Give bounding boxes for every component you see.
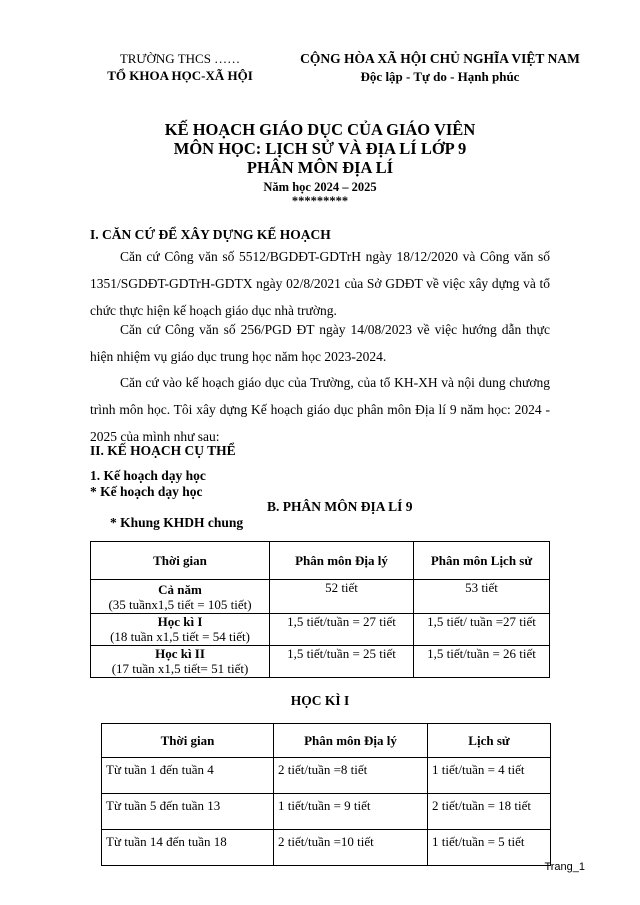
time-cell: Từ tuần 1 đến tuần 4 (102, 758, 274, 794)
hist-cell: 1 tiết/tuần = 5 tiết (428, 830, 551, 866)
period-detail: (17 tuần x1,5 tiết= 51 tiết) (111, 661, 249, 676)
period-detail: (35 tuầnx1,5 tiết = 105 tiết) (108, 597, 252, 612)
table-header-row (102, 724, 551, 758)
school-name: TRƯỜNG THCS …… (119, 51, 241, 66)
hist-cell: 2 tiết/tuần = 18 tiết (428, 794, 551, 830)
hist-cell: 1 tiết/tuần = 4 tiết (428, 758, 551, 794)
branch-title: PHÂN MÔN ĐỊA LÍ (246, 158, 394, 177)
col-header-time: Thời gian (91, 542, 270, 580)
semester-1-title: HỌC KÌ I (290, 693, 350, 708)
page-number: Trang_1 (544, 861, 585, 873)
hist-cell: 1,5 tiết/tuần = 26 tiết (414, 646, 550, 678)
table-row (102, 794, 551, 830)
department-name: TỔ KHOA HỌC-XÃ HỘI (107, 68, 253, 83)
subject-title: MÔN HỌC: LỊCH SỬ VÀ ĐỊA LÍ LỚP 9 (173, 139, 467, 158)
hist-cell: 53 tiết (414, 580, 550, 614)
geo-cell: 1,5 tiết/tuần = 25 tiết (270, 646, 414, 678)
title-stars: ********* (291, 194, 349, 208)
semester-1-table (101, 723, 551, 866)
time-cell (91, 646, 270, 678)
table-header-row (91, 542, 550, 580)
overview-table (90, 541, 550, 678)
national-motto: Độc lập - Tự do - Hạnh phúc (360, 69, 520, 84)
geo-cell: 2 tiết/tuần =10 tiết (274, 830, 428, 866)
time-cell (91, 614, 270, 646)
subsection-1: 1. Kế hoạch dạy học (90, 468, 206, 483)
subsection-2: * Kế hoạch dạy học (90, 484, 203, 499)
col-header-hist: Lịch sử (428, 724, 551, 758)
geo-cell: 1 tiết/tuần = 9 tiết (274, 794, 428, 830)
school-header (85, 50, 275, 84)
time-cell (91, 580, 270, 614)
table-row (91, 646, 550, 678)
document-title: KẾ HOẠCH GIÁO DỤC CỦA GIÁO VIÊN (164, 120, 476, 139)
col-header-geo: Phân môn Địa lý (274, 724, 428, 758)
table-row (102, 830, 551, 866)
paragraph-3: Căn cứ vào kế hoạch giáo dục của Trường, của tổ KH-XH và nội dung chương trình môn học. Tôi xây dựng Kế hoạch giáo dục phân môn Địa lí 9 năm học: 2024 - 2025 của mình như sau: (90, 375, 550, 444)
table-row (91, 614, 550, 646)
paragraph-1: Căn cứ Công văn số 5512/BGDĐT-GDTrH ngày 18/12/2020 và Công văn số 1351/SGDĐT-GDTrH-GDTX ngày 02/8/2021 của Sở GDĐT về việc xây dựng và tổ chức thực hiện kế hoạch giáo dục nhà trường. (90, 249, 550, 318)
geo-cell: 2 tiết/tuần =8 tiết (274, 758, 428, 794)
frame-heading: * Khung KHDH chung (110, 515, 244, 530)
subject-heading: B. PHÂN MÔN ĐỊA LÍ 9 (267, 499, 413, 514)
col-header-hist: Phân môn Lịch sử (414, 542, 550, 580)
time-cell: Từ tuần 14 đến tuần 18 (102, 830, 274, 866)
period-label: Học kì I (157, 614, 203, 629)
geo-cell: 1,5 tiết/tuần = 27 tiết (270, 614, 414, 646)
paragraph-2: Căn cứ Công văn số 256/PGD ĐT ngày 14/08/2023 về việc hướng dẫn thực hiện nhiệm vụ giáo dục trung học năm học 2023-2024. (90, 322, 550, 364)
col-header-geo: Phân môn Địa lý (270, 542, 414, 580)
country-name: CỘNG HÒA XÃ HỘI CHỦ NGHĨA VIỆT NAM (300, 51, 580, 66)
national-header (285, 50, 595, 86)
period-detail: (18 tuần x1,5 tiết = 54 tiết) (110, 629, 250, 644)
school-year: Năm học 2024 – 2025 (263, 180, 377, 194)
section-2-heading: II. KẾ HOẠCH CỤ THỂ (90, 443, 236, 458)
geo-cell: 52 tiết (270, 580, 414, 614)
section-1-heading: I. CĂN CỨ ĐỂ XÂY DỰNG KẾ HOẠCH (90, 227, 331, 242)
hist-cell: 1,5 tiết/ tuần =27 tiết (414, 614, 550, 646)
col-header-time: Thời gian (102, 724, 274, 758)
time-cell: Từ tuần 5 đến tuần 13 (102, 794, 274, 830)
period-label: Học kì II (155, 646, 205, 661)
table-row (91, 580, 550, 614)
table-row (102, 758, 551, 794)
period-label: Cả năm (158, 582, 202, 597)
